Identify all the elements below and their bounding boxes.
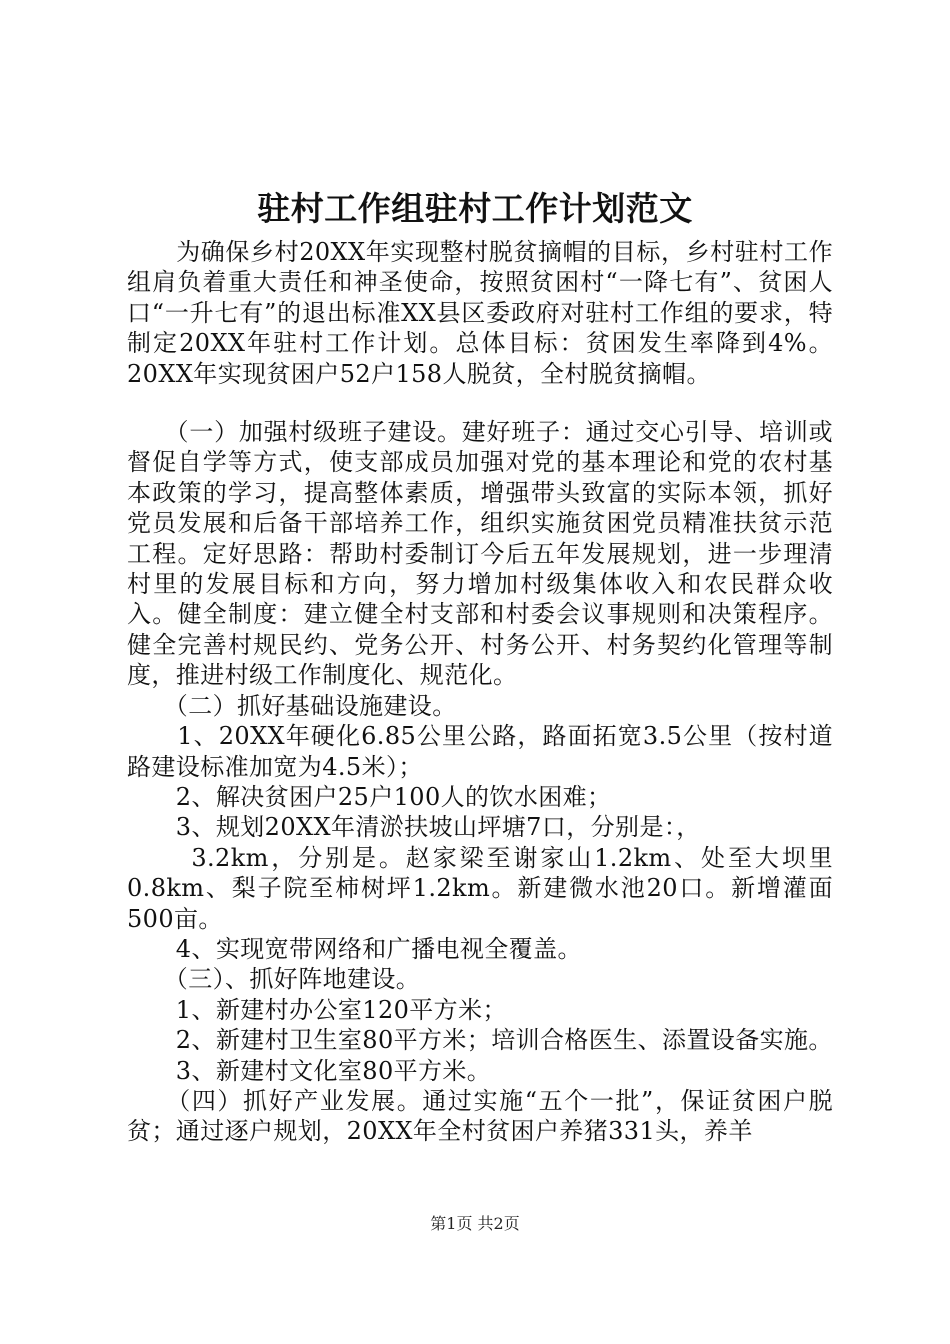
- section-1-paragraph: （一）加强村级班子建设。建好班子：通过交心引导、培训或督促自学等方式，使支部成员加强对党的基本理论和党的农村基本政策的学习，提高整体素质，增强带头致富的实际本领，抓好党员发展和后备干部培养工作，组织实施贫困党员精准扶贫示范工程。定好思路：帮助村委制订今后五年发展规划，进一步理清村里的发展目标和方向，努力增加村级集体收入和农民群众收入。健全制度：建立健全村支部和村委会议事规则和决策程序。健全完善村规民约、党务公开、村务公开、村务契约化管理等制度，推进村级工作制度化、规范化。: [127, 418, 833, 690]
- section-2-item-2: 2、解决贫困户25户100人的饮水困难；: [127, 782, 612, 811]
- document-title: 驻村工作组驻村工作计划范文: [257, 189, 693, 228]
- paragraph-gap: [127, 389, 833, 417]
- intro-paragraph: 为确保乡村20XX年实现整村脱贫摘帽的目标，乡村驻村工作组肩负着重大责任和神圣使命，按照贫困村“一降七有”、贫困人口“一升七有”的退出标准XX县区委政府对驻村工作组的要求，特制定20XX年驻村工作计划。总体目标：贫困发生率降到4%。20XX年实现贫困户52户158人脱贫，全村脱贫摘帽。: [127, 238, 833, 388]
- section-2-item-4: 4、实现宽带网络和广播电视全覆盖。: [127, 934, 582, 963]
- section-2-heading: （二）抓好基础设施建设。: [127, 691, 457, 720]
- section-2-item-3-continued: 3.2km，分别是。赵家梁至谢家山1.2km、处至大坝里0.8km、梨子院至柿树坪1.2km。新建微水池20口。新增灌面500亩。: [127, 843, 833, 933]
- section-3-item-2: 2、新建村卫生室80平方米；培训合格医生、添置设备实施。: [127, 1026, 833, 1055]
- section-3-item-3: 3、新建村文化室80平方米。: [127, 1056, 492, 1085]
- section-4-paragraph: （四）抓好产业发展。通过实施“五个一批”，保证贫困户脱贫；通过逐户规划，20XX年全村贫困户养猪331头，养羊: [127, 1086, 833, 1146]
- section-2-item-3: 3、规划20XX年清淤扶坡山坪塘7口，分别是：，: [127, 813, 701, 842]
- page-footer: 第1页 共2页: [430, 1214, 520, 1233]
- section-3-heading: （三）、抓好阵地建设。: [127, 965, 421, 994]
- document-body: [127, 237, 833, 1147]
- section-3-item-1: 1、新建村办公室120平方米；: [127, 995, 507, 1024]
- section-2-item-1: 1、20XX年硬化6.85公里公路，路面拓宽3.5公里（按村道路建设标准加宽为4.5米）；: [127, 722, 833, 781]
